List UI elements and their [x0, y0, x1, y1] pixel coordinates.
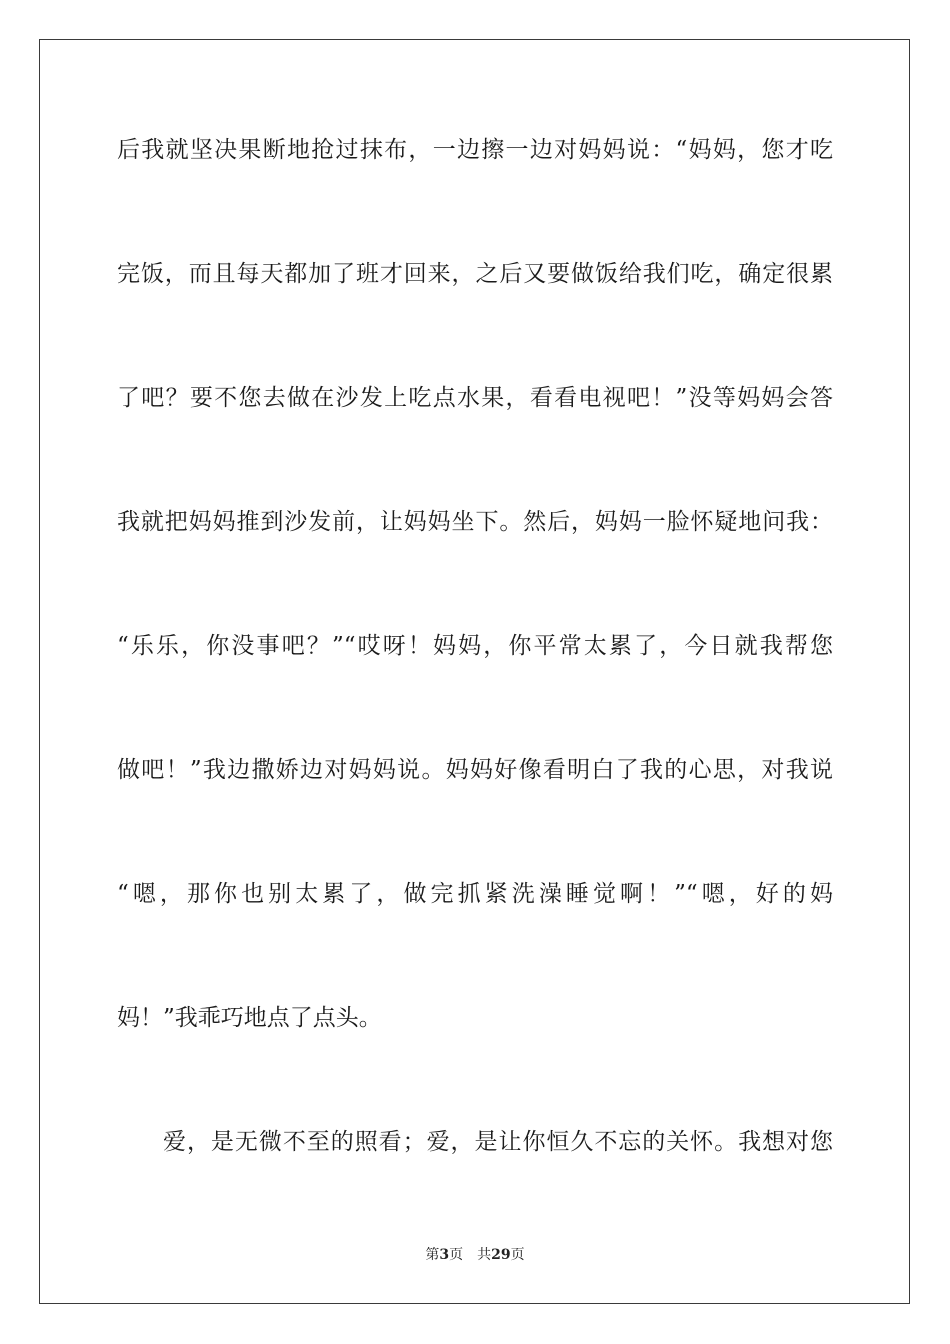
page-suffix: 页: [449, 1247, 464, 1263]
total-pages: 29: [491, 1247, 511, 1263]
body-text-line-8: 妈！”我乖巧地点了点头。: [117, 1005, 382, 1031]
body-text-paragraph-start: 爱，是无微不至的照看；爱，是让你恒久不忘的关怀。我想对您: [163, 1129, 833, 1155]
page-number: 3: [439, 1247, 450, 1263]
body-text-line-6: 做吧！”我边撒娇边对妈妈说。妈妈好像看明白了我的心思，对我说: [117, 757, 833, 783]
body-text-line-4: 我就把妈妈推到沙发前，让妈妈坐下。然后，妈妈一脸怀疑地问我：: [117, 509, 833, 535]
body-text-line-5: “乐乐，你没事吧？”“哎呀！妈妈，你平常太累了，今日就我帮您: [117, 633, 833, 659]
total-prefix: 共: [477, 1247, 492, 1263]
page-frame: [39, 39, 910, 1304]
total-suffix: 页: [510, 1247, 525, 1263]
body-text-line-7: “嗯，那你也别太累了，做完抓紧洗澡睡觉啊！”“嗯，好的妈: [117, 881, 833, 907]
page-footer: [0, 1245, 950, 1265]
body-text-line-3: 了吧？要不您去做在沙发上吃点水果，看看电视吧！”没等妈妈会答: [117, 385, 833, 411]
page-prefix: 第: [425, 1247, 440, 1263]
body-text-line-1: 后我就坚决果断地抢过抹布，一边擦一边对妈妈说：“妈妈，您才吃: [117, 137, 833, 163]
body-text-line-2: 完饭，而且每天都加了班才回来，之后又要做饭给我们吃，确定很累: [117, 261, 833, 287]
